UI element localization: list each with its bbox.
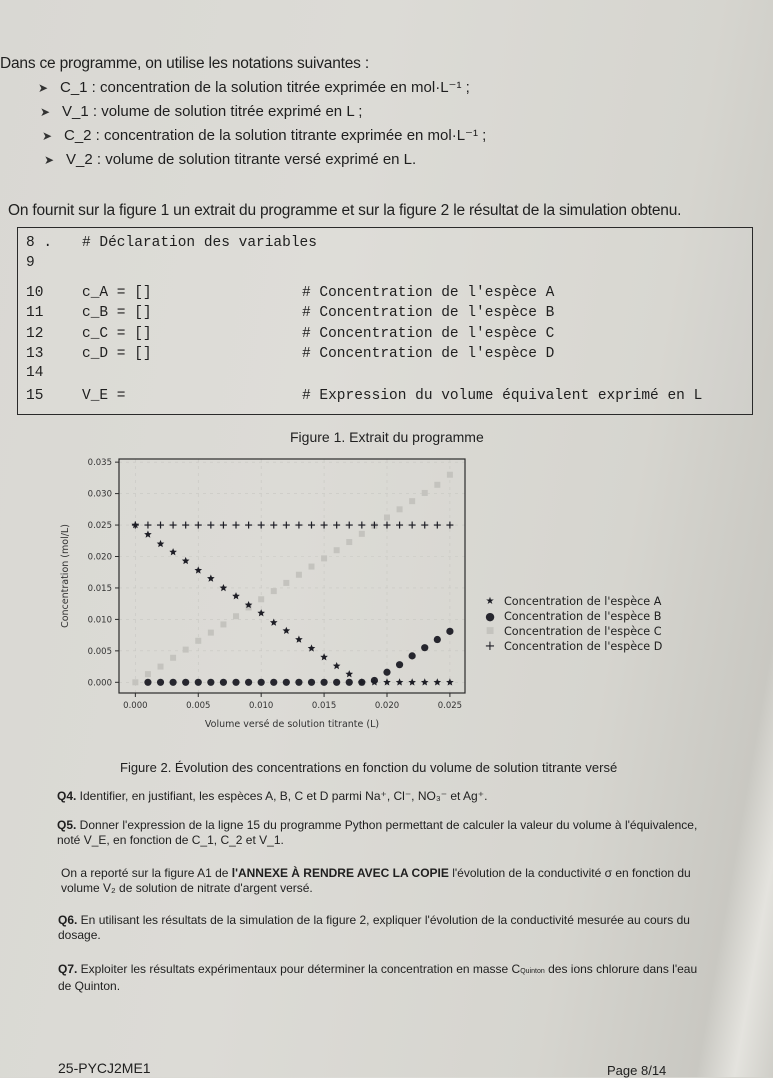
svg-text:0.020: 0.020	[374, 701, 400, 711]
point-b	[434, 636, 441, 643]
question-4: Q4. Identifier, en justifiant, les espèces A, B, C et D parmi Na⁺, Cl⁻, NO₃⁻ et Ag⁺.	[57, 789, 488, 803]
point-a	[283, 627, 291, 634]
point-c	[233, 613, 239, 619]
legend-item-c: ■ Concentration de l'espèce C	[476, 624, 662, 639]
figure-2-caption: Figure 2. Évolution des concentrations en fonction du volume de solution titrante versé	[120, 760, 618, 775]
point-c	[409, 498, 415, 504]
code-line: 10 c_A = [] # Concentration de l'espèce A	[26, 285, 555, 301]
point-a	[434, 678, 442, 685]
svg-text:0.025: 0.025	[437, 701, 463, 711]
point-a	[207, 575, 215, 582]
point-b	[409, 652, 416, 659]
point-c	[183, 647, 189, 653]
point-a	[320, 653, 328, 660]
legend-item-d: + Concentration de l'espèce D	[476, 639, 662, 654]
point-c	[384, 515, 390, 521]
notation-item: ➤ C_1 : concentration de la solution titrée exprimée en mol·L⁻¹ ;	[38, 76, 486, 100]
code-line: 15 V_E = # Expression du volume équivalent exprimé en L	[26, 388, 703, 404]
question-6: Q6. En utilisant les résultats de la simulation de la figure 2, expliquer l'évolution de la conductivité mesurée au cours du dosage.	[58, 913, 690, 942]
svg-text:0.015: 0.015	[311, 701, 337, 711]
point-a	[232, 592, 240, 599]
point-a	[421, 678, 429, 685]
chart-legend	[476, 594, 662, 654]
point-c	[434, 482, 440, 488]
notation-item: ➤ V_2 : volume de solution titrante versé exprimé en L.	[44, 148, 486, 172]
circle-marker-icon: ●	[485, 610, 495, 623]
svg-text:0.005: 0.005	[87, 646, 112, 657]
point-b	[295, 679, 302, 686]
point-c	[145, 671, 151, 677]
legend-item-b: ● Concentration de l'espèce B	[476, 609, 662, 624]
point-b	[195, 679, 202, 686]
point-c	[195, 638, 201, 644]
x-axis-ticks	[123, 693, 462, 711]
code-line: 11 c_B = [] # Concentration de l'espèce B	[26, 305, 555, 321]
svg-text:0.010: 0.010	[87, 615, 112, 626]
point-b	[421, 644, 428, 651]
svg-text:0.010: 0.010	[249, 701, 274, 711]
notation-list	[38, 76, 486, 172]
code-line: 14	[26, 365, 44, 381]
svg-text:0.000: 0.000	[87, 678, 112, 689]
point-a	[396, 678, 404, 685]
point-c	[447, 472, 453, 478]
point-a	[144, 530, 152, 537]
point-c	[359, 531, 365, 537]
point-c	[271, 588, 277, 594]
figures-intro: On fournit sur la figure 1 un extrait du programme et sur la figure 2 le résultat de la simulation obtenu.	[8, 202, 682, 219]
code-line: 8 . # Déclaration des variables	[26, 235, 317, 251]
legend-item-a: ★ Concentration de l'espèce A	[476, 594, 662, 609]
code-line: 9	[26, 255, 35, 271]
svg-text:0.025: 0.025	[87, 521, 112, 532]
point-c	[321, 555, 327, 561]
point-a	[220, 584, 228, 591]
point-c	[422, 490, 428, 496]
point-c	[334, 547, 340, 553]
point-c	[397, 506, 403, 512]
point-c	[158, 664, 164, 670]
star-marker-icon: ★	[485, 596, 495, 607]
point-b	[320, 679, 327, 686]
notation-item: ➤ C_2 : concentration de la solution titrante exprimée en mol·L⁻¹ ;	[42, 124, 486, 148]
arrow-bullet-icon: ➤	[44, 153, 55, 167]
svg-text:0.035: 0.035	[87, 458, 112, 469]
point-b	[220, 679, 227, 686]
code-listing	[17, 227, 753, 415]
point-b	[232, 679, 239, 686]
point-a	[333, 662, 341, 669]
point-b	[207, 679, 214, 686]
code-line: 13 c_D = [] # Concentration de l'espèce D	[26, 346, 555, 362]
point-a	[157, 540, 165, 547]
point-c	[296, 572, 302, 578]
point-c	[220, 621, 226, 627]
point-a	[308, 644, 316, 651]
arrow-bullet-icon: ➤	[38, 81, 49, 95]
notation-item: ➤ V_1 : volume de solution titrée exprimé en L ;	[40, 100, 486, 124]
plus-marker-icon: +	[484, 639, 496, 654]
intro-text: Dans ce programme, on utilise les notations suivantes :	[0, 55, 369, 72]
point-c	[170, 655, 176, 661]
arrow-bullet-icon: ➤	[40, 105, 51, 119]
point-b	[270, 679, 277, 686]
point-b	[446, 628, 453, 635]
arrow-bullet-icon: ➤	[42, 129, 53, 143]
point-b	[258, 679, 265, 686]
code-line: 12 c_C = [] # Concentration de l'espèce C	[26, 326, 555, 342]
svg-text:0.020: 0.020	[87, 552, 112, 563]
point-b	[283, 679, 290, 686]
point-b	[396, 661, 403, 668]
point-b	[144, 679, 151, 686]
concentration-chart	[55, 452, 475, 752]
point-a	[295, 636, 303, 643]
svg-text:0.000: 0.000	[123, 701, 148, 711]
point-a	[169, 548, 177, 555]
question-7: Q7. Exploiter les résultats expérimentaux pour déterminer la concentration en masse CQuinton des ions chlorure dans l'eau de Quinton.	[58, 962, 698, 993]
y-axis-label: Concentration (mol/L)	[60, 524, 71, 628]
annexe-paragraph: On a reporté sur la figure A1 de l'ANNEXE À RENDRE AVEC LA COPIE l'évolution de la conductivité σ en fonction du volume V₂ de solution de nitrate d'argent versé.	[61, 866, 691, 895]
data-points	[132, 472, 454, 686]
point-b	[333, 679, 340, 686]
square-marker-icon: ■	[485, 626, 495, 636]
point-b	[383, 669, 390, 676]
point-a	[345, 670, 353, 677]
point-b	[308, 679, 315, 686]
svg-text:0.015: 0.015	[87, 583, 112, 594]
point-a	[182, 557, 190, 564]
point-c	[283, 580, 289, 586]
point-b	[170, 679, 177, 686]
point-b	[157, 679, 164, 686]
point-c	[309, 564, 315, 570]
point-c	[132, 679, 138, 685]
point-a	[270, 619, 278, 626]
point-b	[182, 679, 189, 686]
x-axis-label: Volume versé de solution titrante (L)	[204, 719, 380, 730]
y-axis-ticks	[88, 458, 119, 688]
svg-text:0.005: 0.005	[186, 701, 211, 711]
exam-code: 25-PYCJ2ME1	[58, 1060, 151, 1076]
figure-1-caption: Figure 1. Extrait du programme	[290, 429, 484, 445]
point-c	[258, 596, 264, 602]
point-b	[346, 679, 353, 686]
point-c	[346, 539, 352, 545]
point-c	[208, 630, 214, 636]
point-b	[245, 679, 252, 686]
svg-text:0.030: 0.030	[87, 489, 112, 500]
question-5: Q5. Donner l'expression de la ligne 15 du programme Python permettant de calculer la valeur du volume à l'équivalence, noté V_E, en fonction de C_1, C_2 et V_1.	[57, 818, 698, 847]
point-a	[408, 678, 416, 685]
page-number: Page 8/14	[607, 1063, 667, 1078]
chart-canvas	[55, 452, 475, 752]
